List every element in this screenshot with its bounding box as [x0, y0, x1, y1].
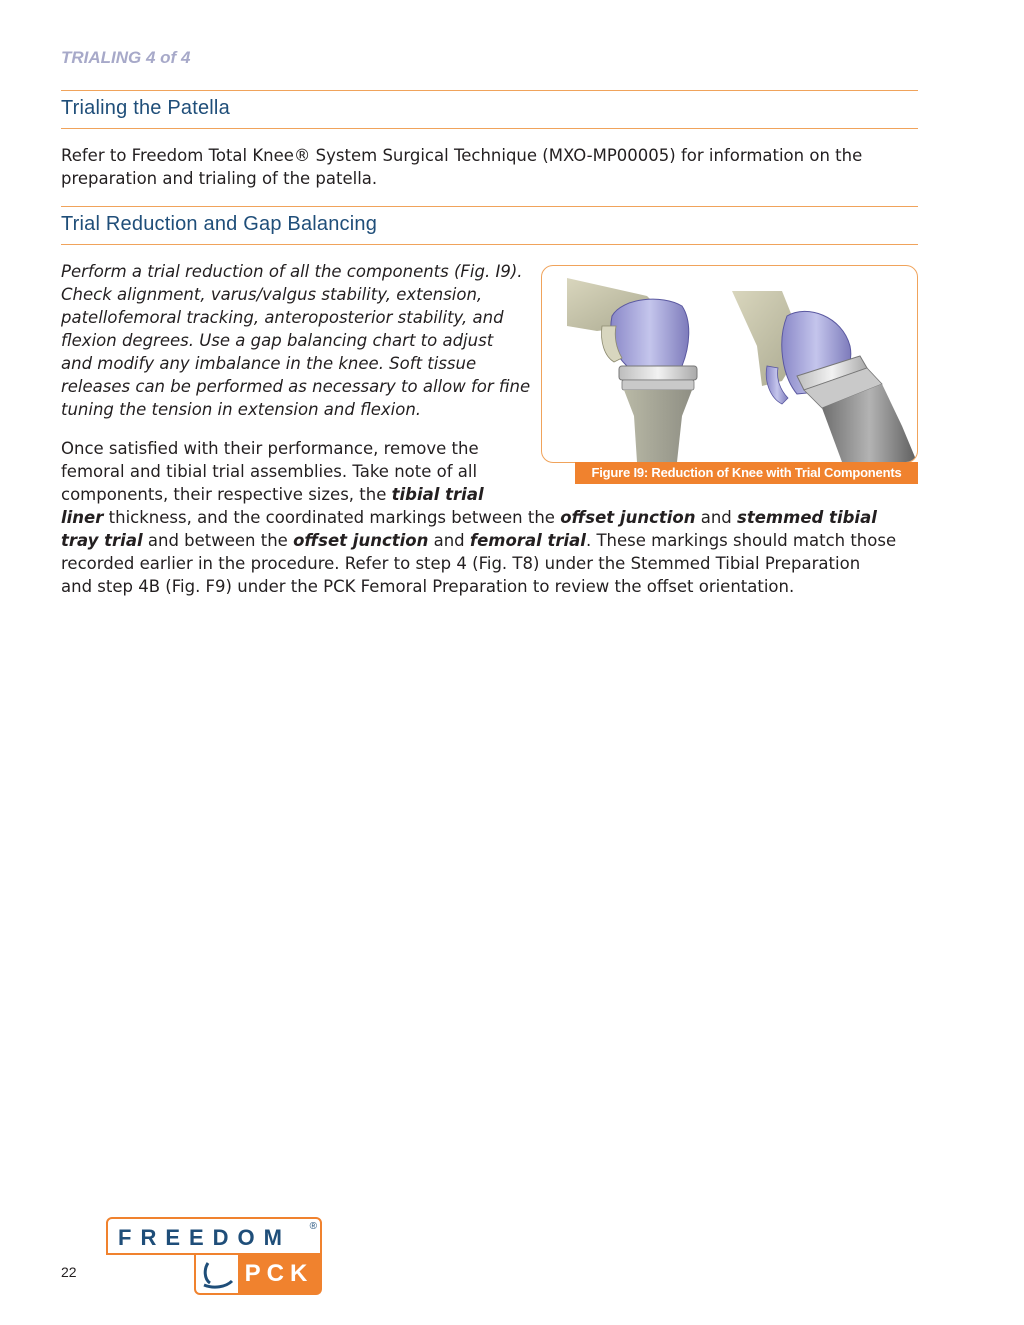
figure-caption: Figure I9: Reduction of Knee with Trial Components — [575, 462, 918, 484]
text-line: Refer to Freedom Total Knee® System Surgical Technique (MXO-MP00005) for information on the — [61, 146, 863, 165]
tibial-tray-left — [622, 380, 694, 390]
text-line: preparation and trialing of the patella. — [61, 169, 378, 188]
running-head: TRIALING 4 of 4 — [61, 48, 191, 67]
section-rule-top-1 — [61, 90, 918, 91]
section-rule-bottom-2 — [61, 244, 918, 245]
registered-mark: ® — [309, 1221, 317, 1232]
text-line: tuning the tension in extension and flexion. — [61, 400, 422, 419]
text-line: tray trial and between the offset junction and femoral trial. These markings should match those — [61, 531, 897, 550]
text-line: flexion degrees. Use a gap balancing chart to adjust — [61, 331, 494, 350]
trial-reduction-italic-paragraph — [61, 260, 530, 421]
section-rule-top-2 — [61, 206, 918, 207]
text-line: releases can be performed as necessary to allow for fine — [61, 377, 531, 396]
text-line: liner thickness, and the coordinated markings between the offset junction and stemmed tibial — [61, 508, 877, 527]
text-line: and step 4B (Fig. F9) under the PCK Femoral Preparation to review the offset orientation. — [61, 577, 795, 596]
text-line: femoral and tibial trial assemblies. Take note of all — [61, 462, 478, 481]
knee-illustration — [542, 266, 917, 462]
text-line: patellofemoral tracking, anteroposterior stability, and — [61, 308, 504, 327]
text-line: Check alignment, varus/valgus stability, extension, — [61, 285, 483, 304]
text-line: and modify any imbalance in the knee. Soft tissue — [61, 354, 477, 373]
logo-pck: PCK — [238, 1255, 320, 1293]
text-line: recorded earlier in the procedure. Refer to step 4 (Fig. T8) under the Stemmed Tibial Preparation — [61, 554, 861, 573]
tibia-bone-left — [624, 390, 692, 462]
figure-knee-reduction — [541, 265, 918, 463]
femoral-trial-left — [611, 299, 689, 366]
freedom-logo-bottom — [194, 1255, 322, 1295]
patella-paragraph — [61, 144, 862, 190]
page-number: 22 — [61, 1264, 77, 1280]
knee-mark-icon — [200, 1259, 236, 1289]
section-title-trial-reduction: Trial Reduction and Gap Balancing — [61, 213, 378, 235]
tibial-liner-left — [619, 366, 697, 380]
section-rule-bottom-1 — [61, 128, 918, 129]
logo-wordmark: FREEDOM — [118, 1225, 291, 1250]
section-title-patella: Trialing the Patella — [61, 97, 230, 119]
freedom-logo-top — [106, 1217, 322, 1255]
text-line: Once satisfied with their performance, remove the — [61, 439, 479, 458]
text-line: Perform a trial reduction of all the components (Fig. I9). — [61, 262, 523, 281]
text-line: components, their respective sizes, the tibial trial — [61, 485, 484, 504]
